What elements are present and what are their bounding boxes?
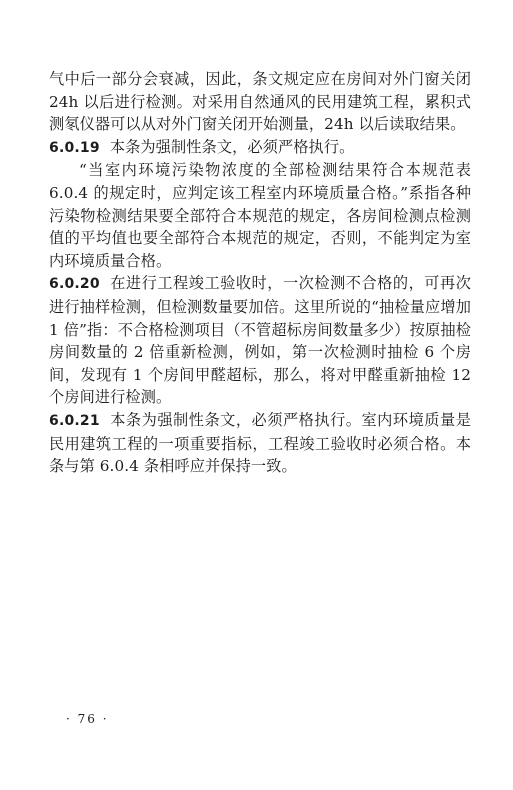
paragraph-continuation bbox=[49, 68, 471, 136]
paragraph-text: “当室内环境污染物浓度的全部检测结果符合本规范表6.0.4 的规定时，应判定该工程室内环境质量合格。”系指各种污染物检测结果要全部符合本规范的规定，各房间检测点检测值的平均值也要全部符合本规范的规定，否则，不能判定为室内环境质量合格。 bbox=[49, 161, 471, 270]
paragraph-text: 气中后一部分会衰减，因此，条文规定应在房间对外门窗关闭 24h 以后进行检测。对采用自然通风的民用建筑工程，累积式测氡仪器可以从对外门窗关闭开始测量，24h 以后读取结果。 bbox=[49, 70, 471, 134]
clause-6-0-20 bbox=[49, 272, 471, 409]
clause-6-0-19 bbox=[49, 136, 471, 160]
clause-number: 6.0.21 bbox=[49, 412, 100, 429]
clause-6-0-21 bbox=[49, 409, 471, 478]
paragraph-text: 本条为强制性条文，必须严格执行。 bbox=[109, 137, 355, 156]
page-number: · 76 · bbox=[66, 712, 109, 726]
clause-number: 6.0.19 bbox=[49, 139, 100, 156]
clause-number: 6.0.20 bbox=[49, 276, 100, 293]
paragraph-quote bbox=[49, 159, 471, 272]
body-text bbox=[49, 68, 471, 478]
paragraph-text: 本条为强制性条文，必须严格执行。室内环境质量是民用建筑工程的一项重要指标，工程竣工验收时必须合格。本条与第 6.0.4 条相呼应并保持一致。 bbox=[49, 410, 471, 476]
paragraph-text: 在进行工程竣工验收时，一次检测不合格的，可再次进行抽样检测，但检测数量要加倍。这里所说的“抽检量应增加 1 倍”指：不合格检测项目（不管超标房间数量多少）按原抽检房间数量的 2 倍重新检测，例如，第一次检测时抽检 6 个房间，发现有 1 个房间甲醛超标，那么，将对甲醛重新抽检 12 个房间进行检测。 bbox=[49, 274, 471, 407]
